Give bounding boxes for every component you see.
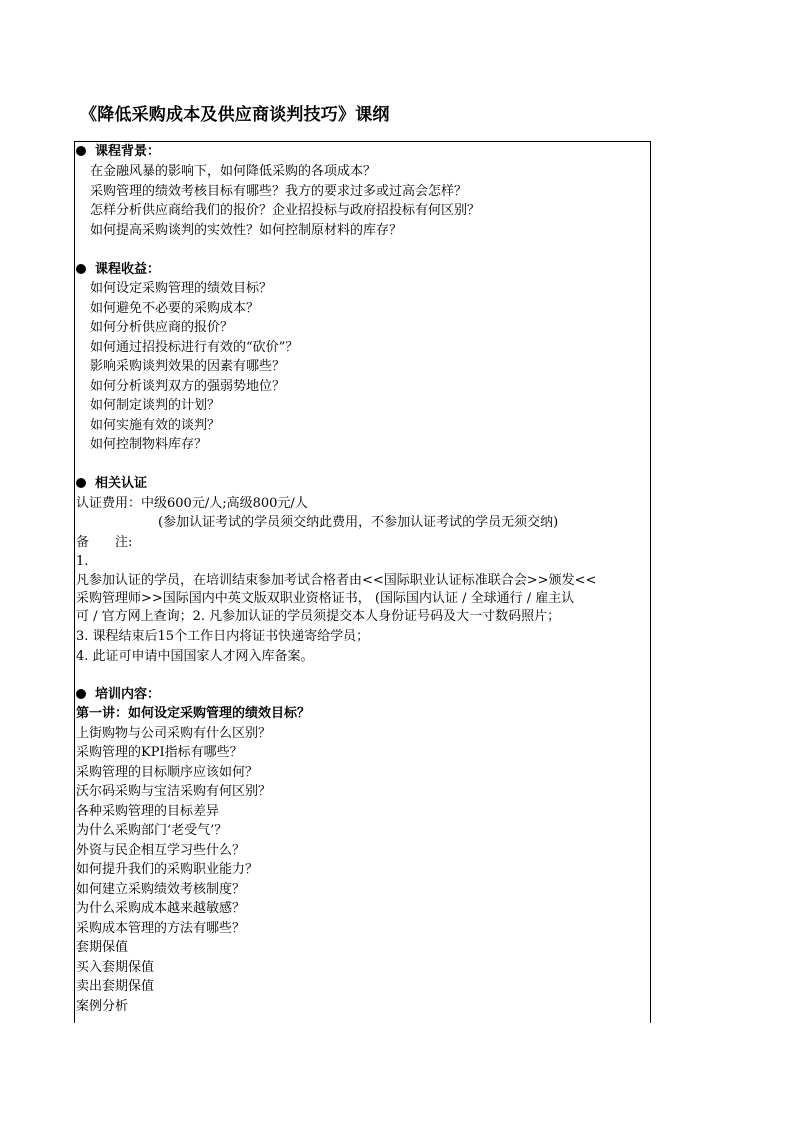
content-line: 套期保值 bbox=[76, 940, 129, 955]
content-line: 如何提升我们的采购职业能力？ bbox=[76, 862, 259, 877]
section-heading-label: 培训内容： bbox=[95, 687, 161, 702]
content-line: 为什么采购成本越来越敏感？ bbox=[76, 901, 246, 916]
content-line: 外资与民企相互学习些什么？ bbox=[76, 843, 246, 858]
content-line: 为什么采购部门‘老受气’？ bbox=[76, 823, 228, 838]
certification-remark-label: 备 注: bbox=[76, 535, 133, 550]
lecture-title: 第一讲：如何设定采购管理的绩效目标？ bbox=[76, 706, 311, 721]
certification-fee: 认证费用：中级600元/人;高级800元/人 bbox=[76, 496, 308, 511]
background-line: 采购管理的绩效考核目标有哪些？我方的要求过多或过高会怎样？ bbox=[90, 184, 468, 199]
content-line: 沃尔码采购与宝洁采购有何区别？ bbox=[76, 784, 272, 799]
content-line: 采购成本管理的方法有哪些？ bbox=[76, 921, 246, 936]
content-line: 采购管理的KPI指标有哪些？ bbox=[76, 745, 243, 760]
background-line: 怎样分析供应商给我们的报价？企业招投标与政府招投标有何区别？ bbox=[90, 203, 481, 218]
bullet-icon bbox=[76, 146, 86, 156]
benefit-line: 如何分析谈判双方的强弱势地位？ bbox=[90, 379, 286, 394]
certification-fee-note: (参加认证考试的学员须交纳此费用，不参加认证考试的学员无须交纳) bbox=[158, 515, 559, 530]
background-line: 在金融风暴的影响下，如何降低采购的各项成本？ bbox=[90, 164, 377, 179]
benefit-line: 如何制定谈判的计划？ bbox=[90, 398, 221, 413]
content-line: 卖出套期保值 bbox=[76, 979, 155, 994]
section-heading-label: 相关认证 bbox=[95, 476, 148, 491]
benefit-line: 如何设定采购管理的绩效目标？ bbox=[90, 281, 273, 296]
section-heading-label: 课程背景： bbox=[95, 144, 161, 159]
content-line: 买入套期保值 bbox=[76, 960, 155, 975]
benefit-line: 如何分析供应商的报价？ bbox=[90, 320, 234, 335]
benefit-line: 影响采购谈判效果的因素有哪些？ bbox=[90, 359, 286, 374]
certification-line: 采购管理师>>国际国内中英文版双职业资格证书， (国际国内认证 / 全球通行 / 雇主认 bbox=[76, 591, 575, 606]
certification-line: 3. 课程结束后15个工作日内将证书快递寄给学员； bbox=[76, 629, 370, 644]
section-heading-certification bbox=[76, 476, 147, 492]
section-heading-content bbox=[76, 687, 160, 703]
bullet-icon bbox=[76, 264, 86, 274]
benefit-line: 如何避免不必要的采购成本？ bbox=[90, 301, 260, 316]
benefit-line: 如何通过招投标进行有效的“砍价”？ bbox=[90, 340, 299, 355]
document-title: 《降低采购成本及供应商谈判技巧》课纲 bbox=[80, 105, 390, 125]
section-heading-benefits bbox=[76, 262, 160, 278]
background-line: 如何提高采购谈判的实效性？如何控制原材料的库存？ bbox=[90, 223, 403, 238]
benefit-line: 如何实施有效的谈判？ bbox=[90, 418, 221, 433]
certification-line: 可 / 官方网上查询；2. 凡参加认证的学员须提交本人身份证号码及大一寸数码照片； bbox=[76, 609, 561, 624]
certification-line: 1. bbox=[76, 554, 89, 569]
section-heading-background bbox=[76, 144, 160, 160]
content-line: 采购管理的目标顺序应该如何？ bbox=[76, 765, 259, 780]
bullet-icon bbox=[76, 689, 86, 699]
content-line: 各种采购管理的目标差异 bbox=[76, 804, 220, 819]
content-line: 上街购物与公司采购有什么区别？ bbox=[76, 726, 272, 741]
certification-line: 4. 此证可申请中国国家人才网入库备案。 bbox=[76, 649, 314, 664]
content-line: 如何建立采购绩效考核制度？ bbox=[76, 882, 246, 897]
bullet-icon bbox=[76, 478, 86, 488]
content-line: 案例分析 bbox=[76, 999, 129, 1014]
section-heading-label: 课程收益： bbox=[95, 262, 161, 277]
certification-line: 凡参加认证的学员，在培训结束参加考试合格者由<<国际职业认证标准联合会>>颁发<< bbox=[76, 573, 597, 588]
benefit-line: 如何控制物料库存？ bbox=[90, 437, 208, 452]
